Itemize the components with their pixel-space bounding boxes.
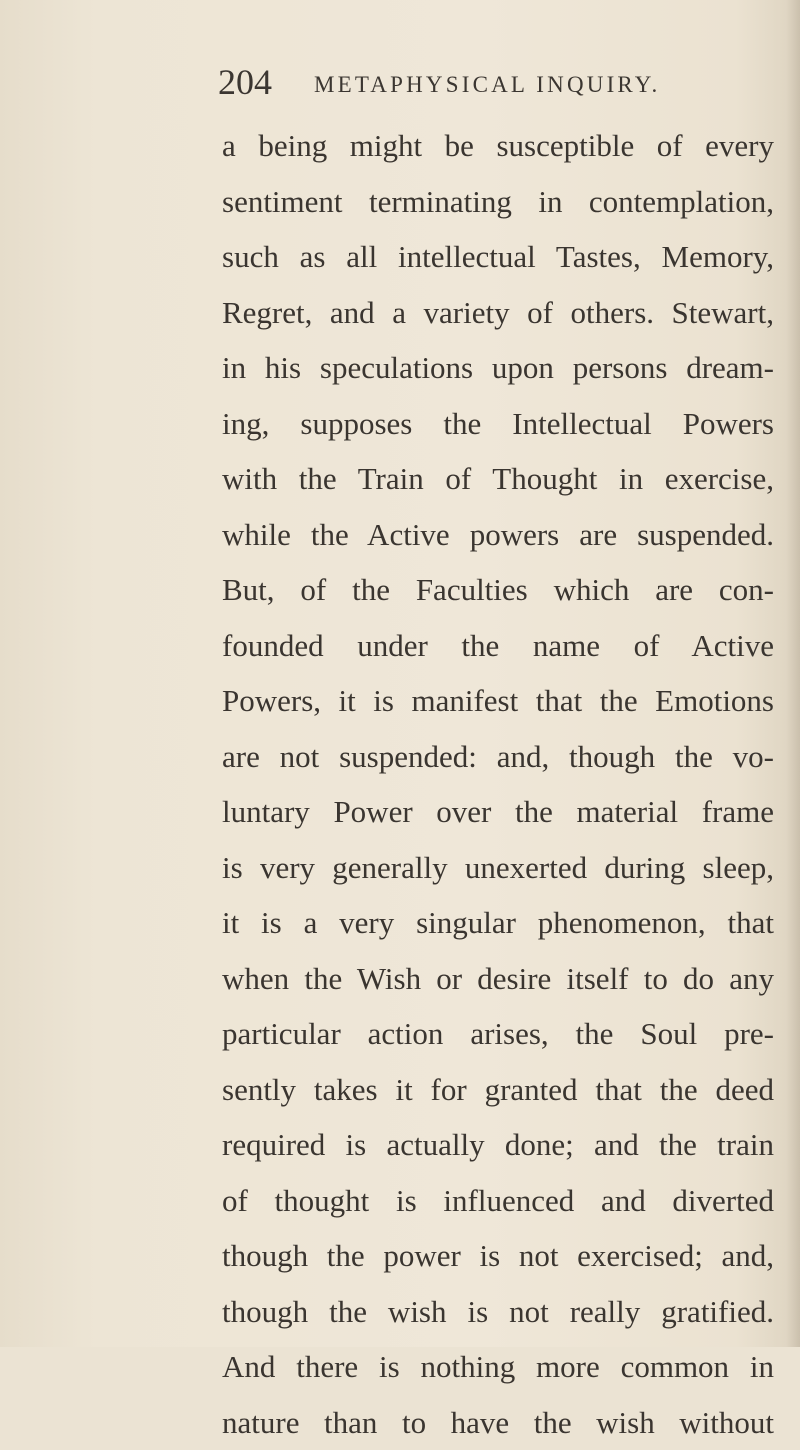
running-head: METAPHYSICAL INQUIRY. (314, 70, 661, 100)
text-line: And there is nothing more common in (222, 1339, 774, 1395)
text-line: sently takes it for granted that the deed (222, 1062, 774, 1118)
page-number: 204 (218, 62, 272, 102)
page-edge-shadow (786, 0, 800, 1347)
text-line: luntary Power over the material frame (222, 784, 774, 840)
text-line: particular action arises, the Soul pre- (222, 1006, 774, 1062)
body-text (222, 118, 774, 1450)
text-line: nature than to have the wish without (222, 1395, 774, 1450)
text-line: required is actually done; and the train (222, 1117, 774, 1173)
text-line: such as all intellectual Tastes, Memory, (222, 229, 774, 285)
text-line: of thought is influenced and diverted (222, 1173, 774, 1229)
text-line: are not suspended: and, though the vo- (222, 729, 774, 785)
text-line: while the Active powers are suspended. (222, 507, 774, 563)
text-line: in his speculations upon persons dream- (222, 340, 774, 396)
text-line: Powers, it is manifest that the Emotions (222, 673, 774, 729)
text-line: founded under the name of Active (222, 618, 774, 674)
text-line: sentiment terminating in contemplation, (222, 174, 774, 230)
text-line: when the Wish or desire itself to do any (222, 951, 774, 1007)
text-line: Regret, and a variety of others. Stewart, (222, 285, 774, 341)
text-line: though the power is not exercised; and, (222, 1228, 774, 1284)
text-line: though the wish is not really gratified. (222, 1284, 774, 1340)
text-line: But, of the Faculties which are con- (222, 562, 774, 618)
text-line: it is a very singular phenomenon, that (222, 895, 774, 951)
text-line: ing, supposes the Intellectual Powers (222, 396, 774, 452)
text-line: is very generally unexerted during sleep, (222, 840, 774, 896)
text-line: a being might be susceptible of every (222, 118, 774, 174)
text-line: with the Train of Thought in exercise, (222, 451, 774, 507)
